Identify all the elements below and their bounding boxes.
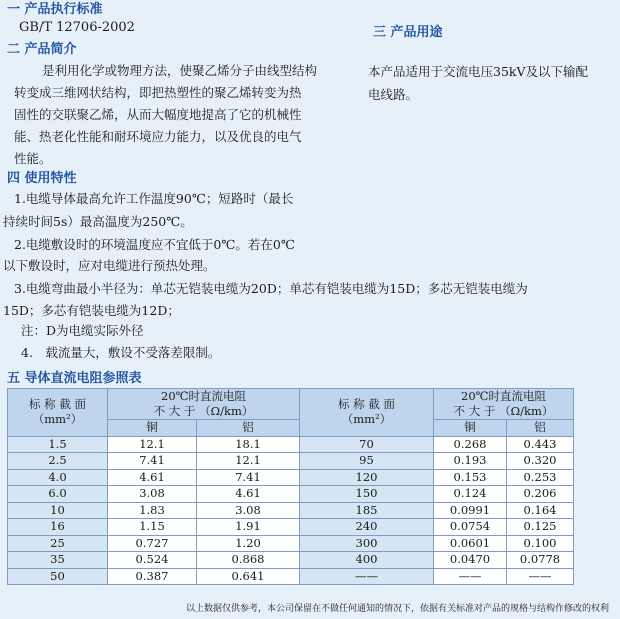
- copper-cell: 0.153: [434, 469, 507, 486]
- size-cell: 4.0: [8, 469, 108, 486]
- aluminum-header: 铝: [197, 420, 300, 437]
- heading-characteristics: 四 使用特性: [7, 171, 77, 186]
- copper-cell: 0.0991: [434, 502, 507, 519]
- size-cell: 240: [300, 519, 434, 536]
- copper-cell: 0.0470: [434, 552, 507, 569]
- table-row: [8, 436, 574, 453]
- size-cell: 300: [300, 535, 434, 552]
- characteristic-line: 2.电缆敷设时的环境温度应不宜低于0℃。若在0℃: [14, 237, 295, 252]
- aluminum-cell: 0.443: [507, 436, 574, 453]
- copper-cell: 1.15: [108, 519, 197, 536]
- characteristic-line: 持续时间5s）最高温度为250℃。: [3, 214, 193, 229]
- copper-cell: 4.61: [108, 469, 197, 486]
- standard-code: GB/T 12706-2002: [19, 20, 135, 35]
- aluminum-cell: 4.61: [197, 486, 300, 503]
- characteristic-line: 1.电缆导体最高允许工作温度90℃；短路时（最长: [14, 191, 294, 206]
- characteristic-line: 注：D为电缆实际外径: [21, 323, 144, 338]
- heading-usage: 三 产品用途: [373, 25, 443, 40]
- resistance-header: 20℃时直流电阻 不 大 于 （Ω/km）: [434, 389, 574, 420]
- characteristic-line: 3.电缆弯曲最小半径为：单芯无铠装电缆为20D；单芯有铠装电缆为15D；多芯无铠装电缆为: [14, 281, 528, 296]
- aluminum-cell: 1.91: [197, 519, 300, 536]
- size-header: 标 称 截 面 （mm²）: [8, 389, 108, 437]
- characteristic-line: 15D；多芯有铠装电缆为12D；: [3, 303, 180, 318]
- size-cell: 25: [8, 535, 108, 552]
- size-cell: 150: [300, 486, 434, 503]
- copper-cell: 0.387: [108, 568, 197, 585]
- copper-cell: 0.268: [434, 436, 507, 453]
- size-cell: 120: [300, 469, 434, 486]
- aluminum-cell: 12.1: [197, 453, 300, 470]
- table-row: [8, 469, 574, 486]
- copper-cell: 3.08: [108, 486, 197, 503]
- aluminum-cell: 0.0778: [507, 552, 574, 569]
- aluminum-cell: 0.320: [507, 453, 574, 470]
- intro-line: 固性的交联聚乙烯，从而大幅度地提高了它的机械性: [14, 107, 302, 122]
- table-row: [8, 502, 574, 519]
- size-cell: 400: [300, 552, 434, 569]
- size-cell: 185: [300, 502, 434, 519]
- intro-line: 转变成三维网状结构，即把热塑性的聚乙烯转变为热: [14, 85, 302, 100]
- size-cell: 70: [300, 436, 434, 453]
- heading-intro: 二 产品简介: [7, 42, 77, 57]
- copper-cell: 0.727: [108, 535, 197, 552]
- table-row: [8, 552, 574, 569]
- copper-cell: 0.124: [434, 486, 507, 503]
- copper-cell: 1.83: [108, 502, 197, 519]
- characteristic-line: 4. 载流量大，敷设不受落差限制。: [21, 345, 221, 360]
- copper-cell: 12.1: [108, 436, 197, 453]
- aluminum-cell: 18.1: [197, 436, 300, 453]
- size-cell: 50: [8, 568, 108, 585]
- copper-cell: 0.0601: [434, 535, 507, 552]
- table-row: [8, 519, 574, 536]
- aluminum-cell: 0.253: [507, 469, 574, 486]
- intro-line: 性能。: [14, 151, 52, 166]
- size-cell: 10: [8, 502, 108, 519]
- table-row: [8, 453, 574, 470]
- heading-standard: 一 产品执行标准: [7, 2, 103, 17]
- aluminum-header: 铝: [507, 420, 574, 437]
- copper-cell: 0.0754: [434, 519, 507, 536]
- usage-line: 本产品适用于交流电压35kV及以下输配: [368, 64, 589, 79]
- copper-cell: 0.193: [434, 453, 507, 470]
- aluminum-cell: 0.125: [507, 519, 574, 536]
- table-row: [8, 568, 574, 585]
- size-cell: ——: [300, 568, 434, 585]
- table-row: [8, 486, 574, 503]
- intro-line: 是利用化学或物理方法，使聚乙烯分子由线型结构: [42, 63, 318, 78]
- aluminum-cell: ——: [507, 568, 574, 585]
- table-row: [8, 535, 574, 552]
- size-header: 标 称 截 面 （mm²）: [300, 389, 434, 437]
- copper-header: 铜: [108, 420, 197, 437]
- intro-line: 能、热老化性能和耐环境应力能力，以及优良的电气: [14, 129, 302, 144]
- aluminum-cell: 0.868: [197, 552, 300, 569]
- size-cell: 1.5: [8, 436, 108, 453]
- copper-cell: ——: [434, 568, 507, 585]
- heading-resistance-table: 五 导体直流电阻参照表: [7, 371, 142, 386]
- copper-cell: 7.41: [108, 453, 197, 470]
- size-cell: 6.0: [8, 486, 108, 503]
- usage-line: 电线路。: [368, 87, 419, 102]
- aluminum-cell: 3.08: [197, 502, 300, 519]
- aluminum-cell: 0.641: [197, 568, 300, 585]
- resistance-table: [7, 388, 574, 585]
- size-cell: 2.5: [8, 453, 108, 470]
- size-cell: 16: [8, 519, 108, 536]
- aluminum-cell: 1.20: [197, 535, 300, 552]
- aluminum-cell: 7.41: [197, 469, 300, 486]
- resistance-header: 20℃时直流电阻 不 大 于 （Ω/km）: [108, 389, 300, 420]
- characteristic-line: 以下敷设时，应对电缆进行预热处理。: [3, 258, 216, 273]
- aluminum-cell: 0.206: [507, 486, 574, 503]
- aluminum-cell: 0.164: [507, 502, 574, 519]
- size-cell: 35: [8, 552, 108, 569]
- footnote: 以上数据仅供参考，本公司保留在不做任何通知的情况下，依据有关标准对产品的规格与结构作修改的权利: [186, 604, 610, 614]
- copper-header: 铜: [434, 420, 507, 437]
- aluminum-cell: 0.100: [507, 535, 574, 552]
- size-cell: 95: [300, 453, 434, 470]
- copper-cell: 0.524: [108, 552, 197, 569]
